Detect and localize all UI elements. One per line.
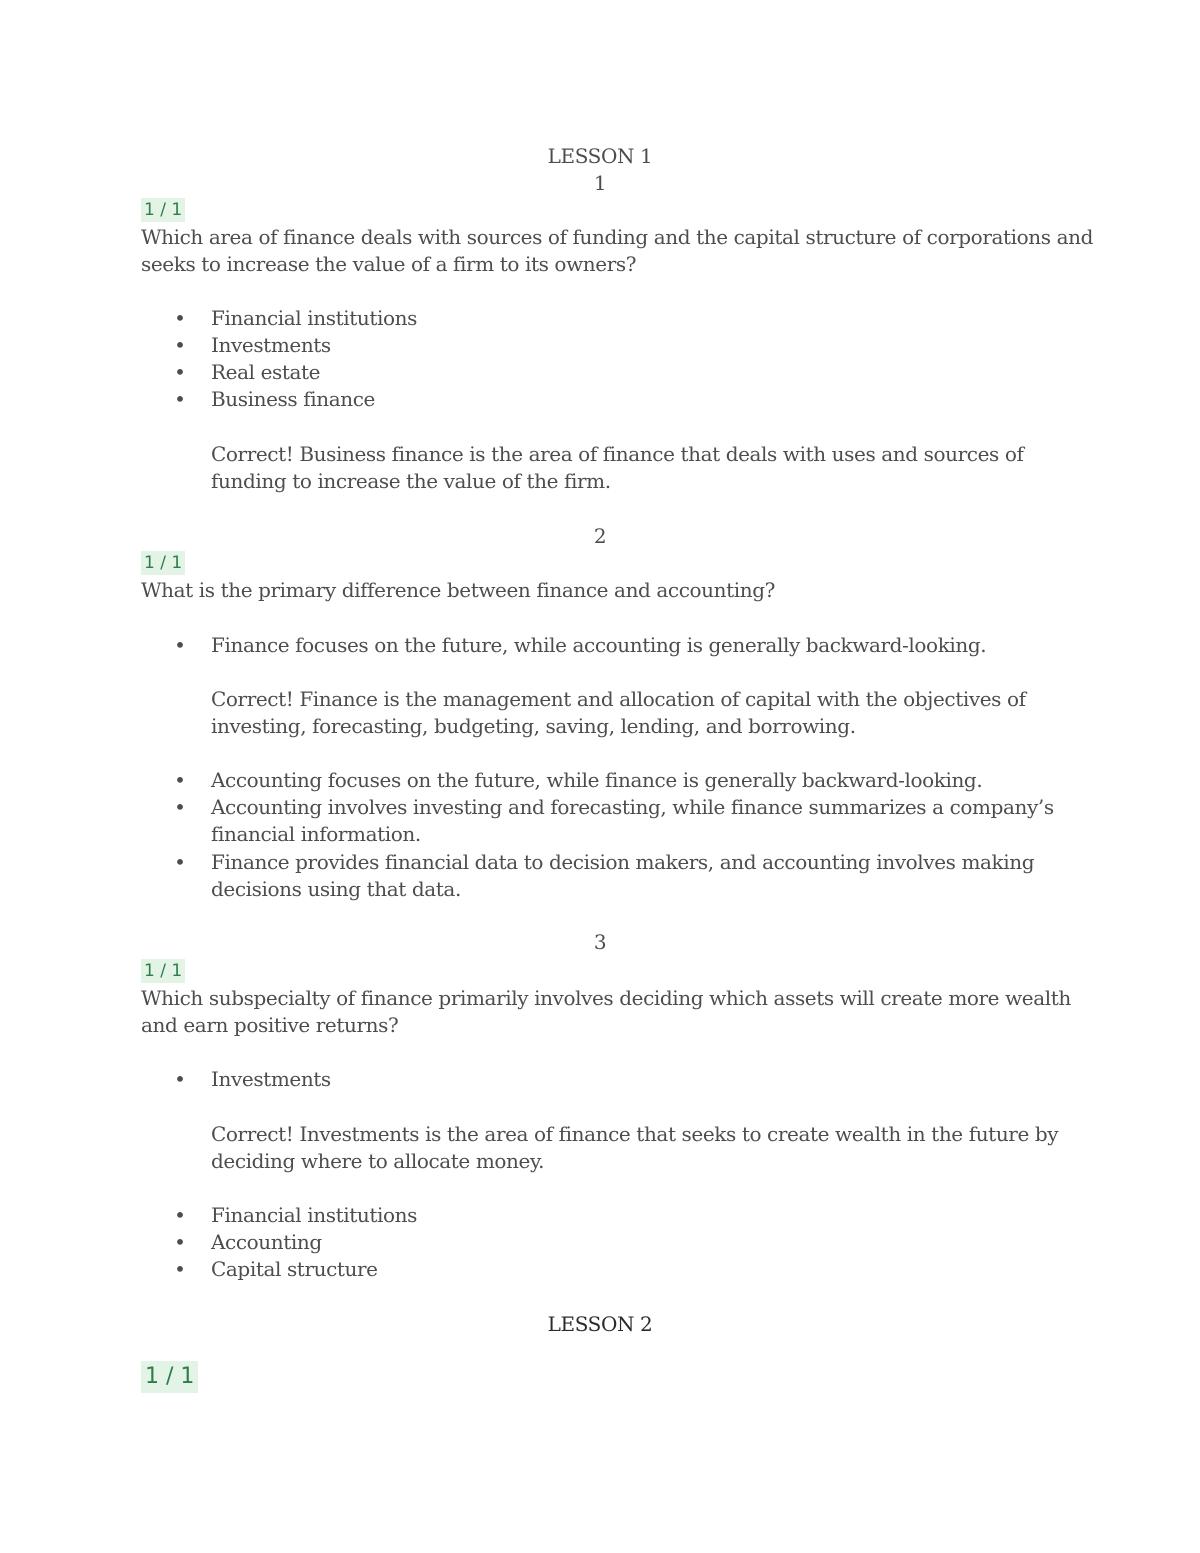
bullet-icon: • bbox=[174, 1230, 186, 1254]
question-2-option[interactable]: Accounting focuses on the future, while finance is generally backward-looking. bbox=[211, 768, 983, 792]
bullet-icon: • bbox=[174, 1257, 186, 1281]
question-1-option[interactable]: Real estate bbox=[211, 360, 321, 384]
bullet-icon: • bbox=[174, 387, 186, 411]
question-3-option[interactable]: Capital structure bbox=[211, 1257, 378, 1281]
lesson-2-title: LESSON 2 bbox=[547, 1312, 653, 1336]
question-1-prompt: seeks to increase the value of a firm to its owners? bbox=[141, 252, 637, 276]
bullet-icon: • bbox=[174, 1067, 186, 1091]
question-3-option-selected[interactable]: Investments bbox=[211, 1067, 331, 1091]
question-1-score-badge: 1 / 1 bbox=[141, 198, 185, 222]
question-2-option[interactable]: Finance provides financial data to decision makers, and accounting involves making bbox=[211, 850, 1035, 874]
bullet-icon: • bbox=[174, 795, 186, 819]
question-2-feedback: investing, forecasting, budgeting, saving, lending, and borrowing. bbox=[211, 714, 856, 738]
question-3-number: 3 bbox=[593, 930, 607, 954]
bullet-icon: • bbox=[174, 333, 186, 357]
question-2-option[interactable]: Accounting involves investing and forecasting, while finance summarizes a company’s bbox=[211, 795, 1054, 819]
bullet-icon: • bbox=[174, 768, 186, 792]
question-2-option-continued[interactable]: financial information. bbox=[211, 822, 421, 846]
bullet-icon: • bbox=[174, 306, 186, 330]
question-3-option[interactable]: Financial institutions bbox=[211, 1203, 417, 1227]
question-2-option-selected[interactable]: Finance focuses on the future, while accounting is generally backward-looking. bbox=[211, 633, 987, 657]
bullet-icon: • bbox=[174, 1203, 186, 1227]
question-2-score-badge: 1 / 1 bbox=[141, 551, 185, 575]
bullet-icon: • bbox=[174, 360, 186, 384]
question-2-number: 2 bbox=[593, 524, 607, 548]
lesson-2-score-badge: 1 / 1 bbox=[141, 1361, 198, 1393]
question-1-feedback: funding to increase the value of the firm. bbox=[211, 469, 611, 493]
question-1-option[interactable]: Financial institutions bbox=[211, 306, 417, 330]
question-2-feedback: Correct! Finance is the management and allocation of capital with the objectives of bbox=[211, 687, 1026, 711]
question-1-prompt: Which area of finance deals with sources of funding and the capital structure of corporations and bbox=[141, 225, 1093, 249]
question-2-prompt: What is the primary difference between finance and accounting? bbox=[141, 578, 775, 602]
question-3-prompt: and earn positive returns? bbox=[141, 1013, 399, 1037]
lesson-1-title: LESSON 1 bbox=[547, 144, 653, 168]
question-1-feedback: Correct! Business finance is the area of finance that deals with uses and sources of bbox=[211, 442, 1024, 466]
bullet-icon: • bbox=[174, 633, 186, 657]
question-1-option[interactable]: Investments bbox=[211, 333, 331, 357]
question-3-feedback: Correct! Investments is the area of finance that seeks to create wealth in the future by bbox=[211, 1122, 1059, 1146]
question-1-number: 1 bbox=[593, 171, 607, 195]
bullet-icon: • bbox=[174, 850, 186, 874]
question-2-option-continued[interactable]: decisions using that data. bbox=[211, 877, 461, 901]
question-3-feedback: deciding where to allocate money. bbox=[211, 1149, 545, 1173]
question-3-option[interactable]: Accounting bbox=[211, 1230, 322, 1254]
question-1-option-selected[interactable]: Business finance bbox=[211, 387, 375, 411]
question-3-score-badge: 1 / 1 bbox=[141, 959, 185, 983]
question-3-prompt: Which subspecialty of finance primarily involves deciding which assets will create more wealth bbox=[141, 986, 1071, 1010]
